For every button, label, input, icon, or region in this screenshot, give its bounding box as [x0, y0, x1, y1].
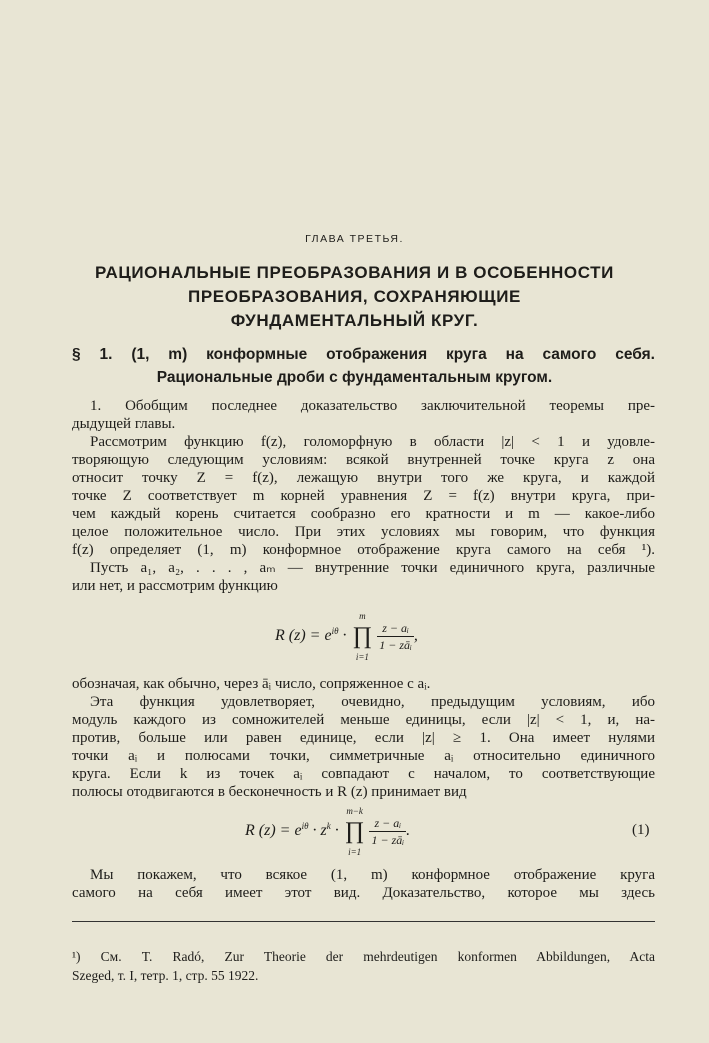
chapter-label: ГЛАВА ТРЕТЬЯ. [305, 233, 404, 245]
equation-number: (1) [632, 822, 650, 838]
text-line: точки aᵢ и полюсами точки, симметричные aᵢ относительно единичного [72, 748, 655, 764]
text-line: относит точку Z = f(z), лежащую внутри того же круга, и каждой [72, 470, 655, 486]
product-symbol [345, 805, 365, 858]
formula-dot: · [330, 822, 343, 840]
formula-2 [245, 805, 410, 858]
numerator: z − aᵢ [369, 816, 406, 832]
text-line: f(z) определяет (1, m) конформное отображение круга самого на себя ¹). [72, 542, 655, 558]
text-line: самого на себя имеет этот вид. Доказательство, которое мы здесь [72, 885, 655, 901]
text-line: дыдущей главы. [72, 416, 176, 432]
formula-mid: · z [308, 822, 327, 840]
text-line: творяющую следующим условиям: всякой внутренней точке круга z она [72, 452, 655, 468]
product-upper: m−k [346, 806, 363, 816]
footnote-line: ¹) См. T. Radó, Zur Theorie der mehrdeutigen konformen Abbildungen, Acta [72, 949, 655, 964]
text-line: чем каждый корень считается сообразно его кратности и m — какое-либо [72, 506, 655, 522]
formula-dot: · [338, 627, 351, 645]
product-symbol [352, 610, 372, 663]
text-line: модуль каждого из сомножителей меньше единицы, если |z| < 1, и, на- [72, 712, 655, 728]
product-sign: ∏ [344, 818, 365, 844]
formula-exponent: iθ [331, 626, 339, 637]
footnote-line: Szeged, т. I, тетр. 1, стр. 55 1922. [72, 968, 259, 983]
formula-1 [275, 610, 418, 663]
product-lower: i=1 [355, 652, 369, 662]
text-line: обозначая, как обычно, через āᵢ число, сопряженное с aᵢ. [72, 676, 431, 692]
product-upper: m [359, 611, 366, 621]
chapter-title-line: РАЦИОНАЛЬНЫЕ ПРЕОБРАЗОВАНИЯ И В ОСОБЕННОСТИ [95, 263, 614, 282]
formula-exponent: iθ [301, 821, 309, 832]
text-line: полюсы отодвигаются в бесконечность и R (z) принимает вид [72, 784, 467, 800]
text-line: целое положительное число. При этих условиях мы говорим, что функция [72, 524, 655, 540]
text-line: Эта функция удовлетворяет, очевидно, предыдущим условиям, ибо [90, 694, 655, 710]
chapter-title-line: ПРЕОБРАЗОВАНИЯ, СОХРАНЯЮЩИЕ [188, 287, 521, 306]
text-line: против, больше или равен единице, если |z| ≥ 1. Она имеет нулями [72, 730, 655, 746]
denominator: 1 − zāᵢ [379, 638, 412, 652]
text-line: круга. Если k из точек aᵢ совпадают с началом, то соответствующие [72, 766, 655, 782]
footnote-divider [72, 921, 655, 922]
denominator: 1 − zāᵢ [371, 833, 405, 847]
formula-tail: . [406, 822, 411, 840]
text-line: Рассмотрим функцию f(z), голоморфную в области |z| < 1 и удовле- [90, 434, 655, 450]
formula-lhs: R (z) = e [245, 822, 302, 840]
section-title-line: § 1. (1, m) конформные отображения круга на самого себя. [72, 346, 655, 363]
text-line: Мы покажем, что всякое (1, m) конформное отображение круга [90, 867, 655, 883]
chapter-title-line: ФУНДАМЕНТАЛЬНЫЙ КРУГ. [230, 311, 479, 330]
text-line: или нет, и рассмотрим функцию [72, 578, 278, 594]
numerator: z − aᵢ [377, 621, 414, 637]
text-line: 1. Обобщим последнее доказательство заключительной теоремы пре- [90, 398, 655, 414]
text-line: точке Z соответствует m корней уравнения Z = f(z) внутри круга, при- [72, 488, 655, 504]
formula-tail: , [413, 627, 418, 645]
product-sign: ∏ [352, 623, 373, 649]
formula-lhs: R (z) = e [275, 627, 332, 645]
section-title-line: Рациональные дроби с фундаментальным кругом. [156, 369, 553, 386]
fraction [369, 816, 406, 847]
text-line: Пусть a₁, a₂, . . . , aₘ — внутренние точки единичного круга, различные [90, 560, 655, 576]
fraction [377, 621, 414, 652]
product-lower: i=1 [348, 847, 362, 857]
formula-z-exponent: k [326, 821, 331, 832]
